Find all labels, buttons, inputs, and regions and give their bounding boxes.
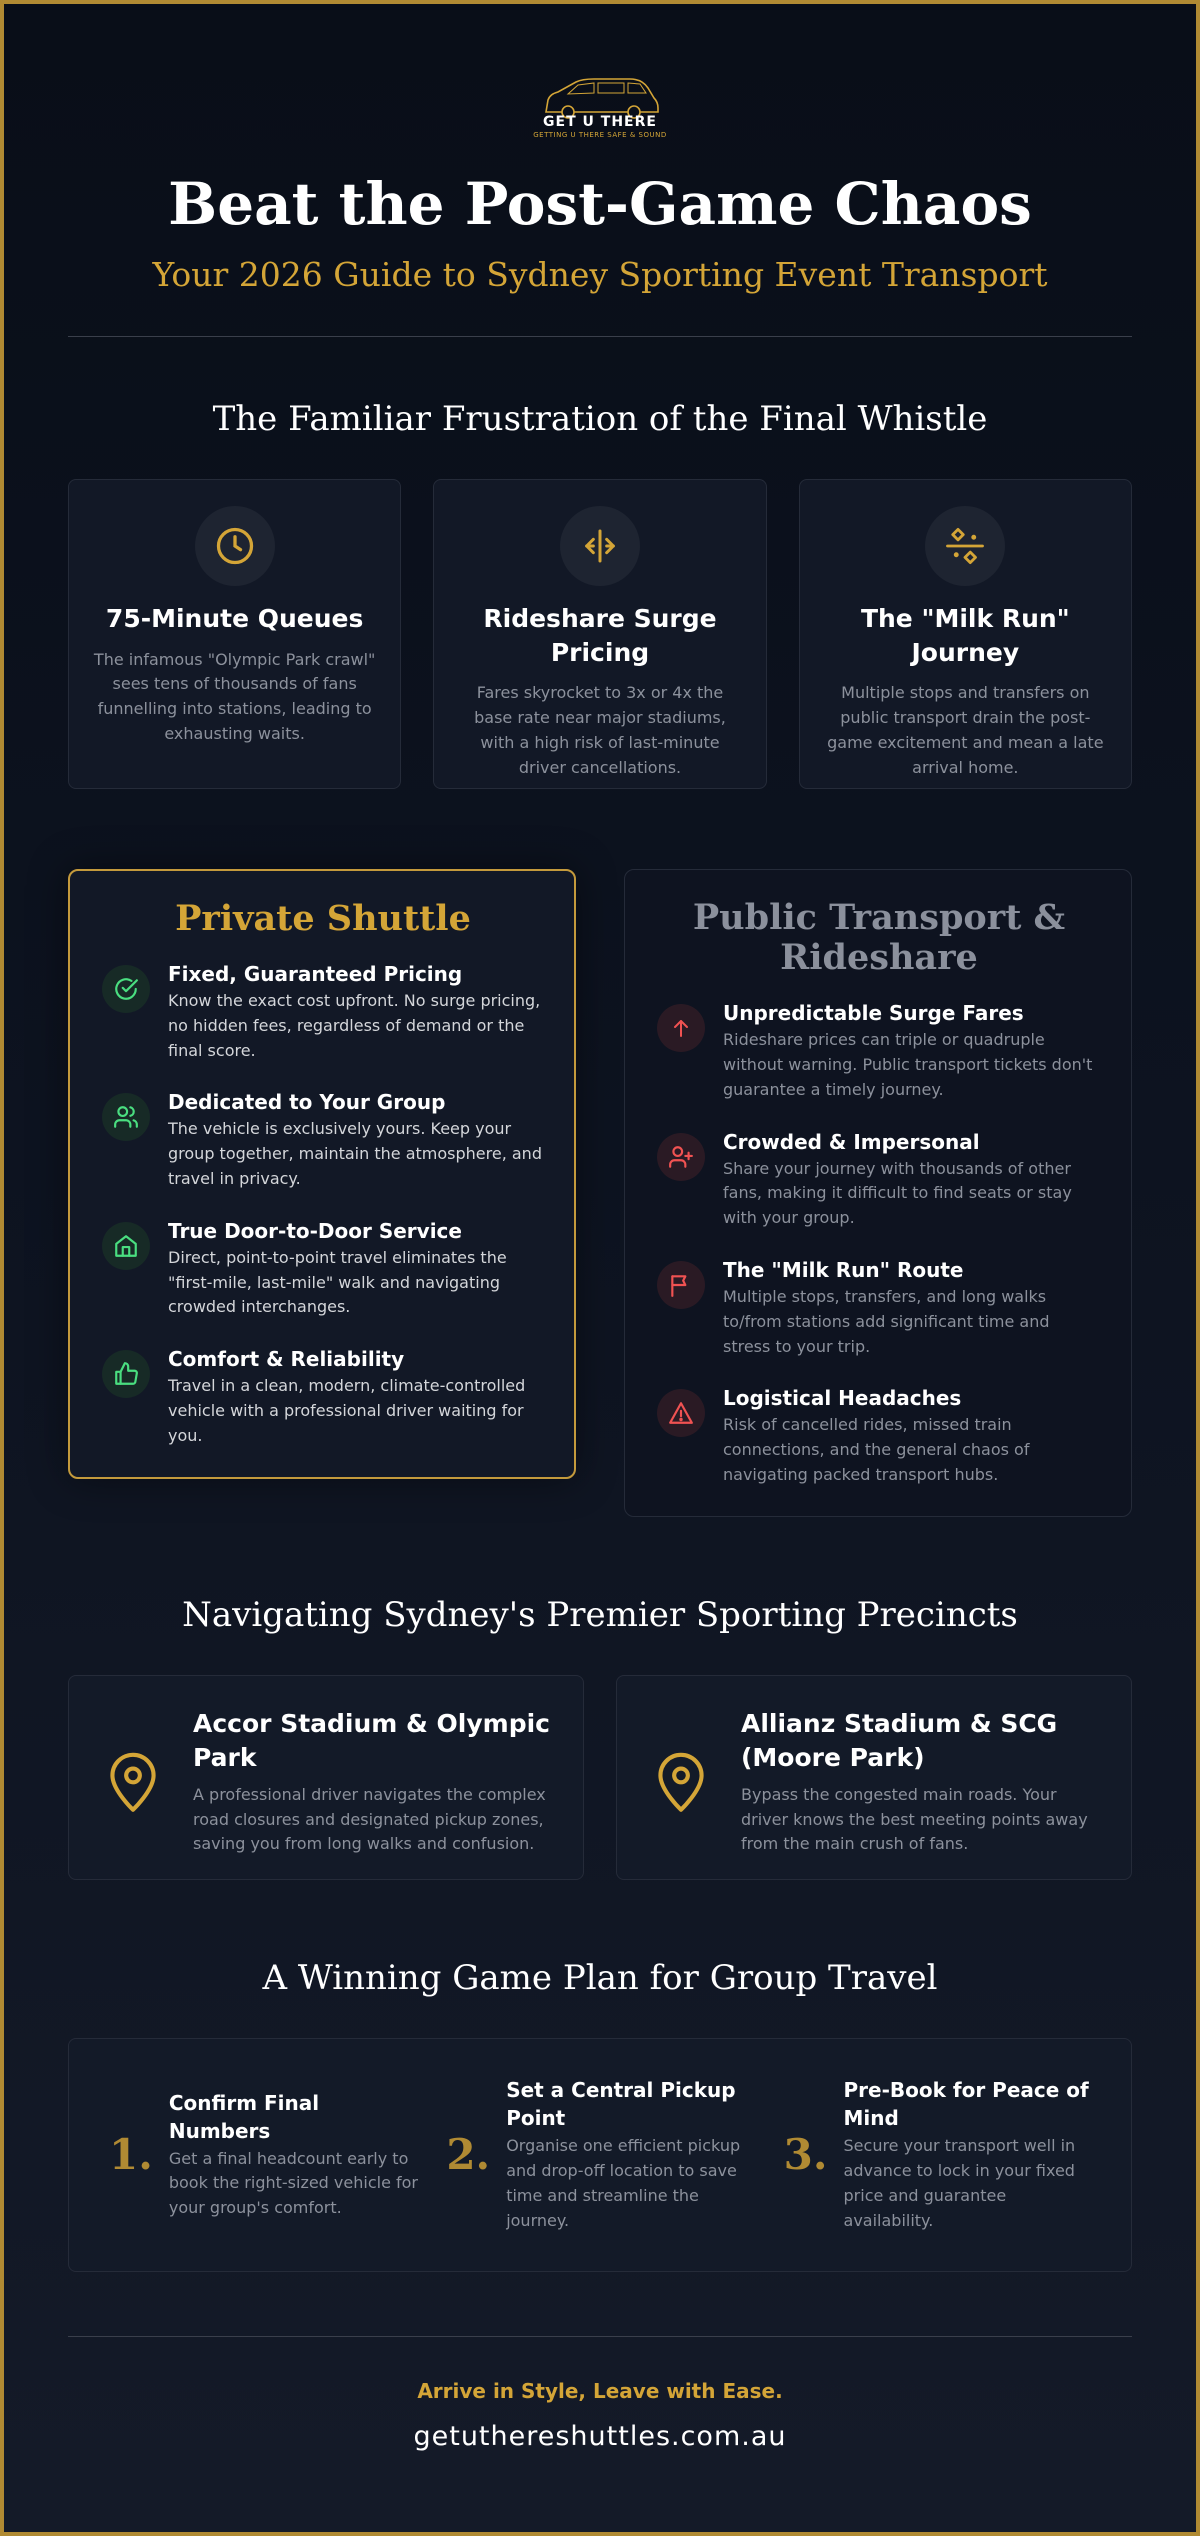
comparison-section	[68, 869, 1132, 1517]
check-circle-icon	[102, 965, 150, 1013]
frustration-section-title: The Familiar Frustration of the Final Whistle	[212, 398, 988, 439]
drawback-desc: Rideshare prices can triple or quadruple without warning. Public transport tickets don't guarantee a timely journey.	[723, 1030, 1093, 1099]
website-link[interactable]: getuthereshuttles.com.au	[413, 2420, 787, 2452]
brand-tagline: GETTING U THERE SAFE & SOUND	[533, 131, 667, 139]
header-divider	[68, 336, 1132, 337]
benefit-title: True Door-to-Door Service	[168, 1218, 462, 1243]
brand-logo	[68, 4, 1132, 139]
benefit-desc: Know the exact cost upfront. No surge pricing, no hidden fees, regardless of demand or the final score.	[168, 991, 541, 1060]
precinct-desc: A professional driver navigates the complex road closures and designated pickup zones, saving you from long walks and confusion.	[193, 1784, 546, 1854]
plan-step-3	[784, 2076, 1095, 2233]
brand-name: GET U THERE	[543, 114, 657, 130]
private-shuttle-card	[68, 869, 576, 1479]
benefit-desc: Direct, point-to-point travel eliminates the "first-mile, last-mile" walk and navigating crowded interchanges.	[168, 1247, 507, 1317]
user-plus-icon	[657, 1133, 705, 1181]
hero-subtitle: Your 2026 Guide to Sydney Sporting Event Transport	[152, 254, 1048, 294]
drawback-item	[657, 1257, 1101, 1359]
frustration-card-desc: Fares skyrocket to 3x or 4x the base rate near major stadiums, with a high risk of last-minute driver cancellations.	[474, 683, 726, 777]
precinct-desc: Bypass the congested main roads. Your driver knows the best meeting points away from the main crush of fans.	[741, 1784, 1088, 1854]
map-pin-icon	[653, 1748, 713, 1816]
drawback-title: Crowded & Impersonal	[723, 1129, 980, 1154]
clock-icon	[195, 506, 275, 586]
drawback-desc: Multiple stops, transfers, and long walks to/from stations add significant time and stress to your trip.	[723, 1287, 1050, 1356]
benefit-item	[102, 1089, 544, 1191]
benefit-item	[102, 961, 544, 1063]
drawback-item	[657, 1000, 1101, 1102]
frustration-cards	[68, 479, 1132, 789]
frustration-card-title: The "Milk Run" Journey	[860, 603, 1070, 667]
public-transport-card	[624, 869, 1132, 1517]
frustration-card-surge	[433, 479, 766, 789]
drawback-title: Logistical Headaches	[723, 1386, 962, 1411]
arrow-up-icon	[657, 1004, 705, 1052]
frustration-card-desc: Multiple stops and transfers on public transport drain the post-game excitement and mean a late arrival home.	[827, 683, 1104, 777]
step-desc: Get a final headcount early to book the right-sized vehicle for your group's comfort.	[168, 2148, 418, 2218]
plan-steps-card	[68, 2038, 1132, 2272]
step-desc: Secure your transport well in advance to lock in your fixed price and guarantee availability.	[843, 2136, 1076, 2230]
users-icon	[102, 1093, 150, 1141]
frustration-card-title: Rideshare Surge Pricing	[483, 603, 717, 667]
hero-title: Beat the Post-Game Chaos	[168, 170, 1032, 238]
surge-arrows-icon	[560, 506, 640, 586]
step-number: 1.	[109, 2130, 153, 2180]
footer	[68, 2379, 1132, 2452]
public-transport-title: Public Transport & Rideshare	[692, 896, 1066, 979]
frustration-card-title: 75-Minute Queues	[105, 603, 364, 633]
home-icon	[102, 1222, 150, 1270]
benefit-desc: The vehicle is exclusively yours. Keep your group together, maintain the atmosphere, and travel in privacy.	[168, 1119, 542, 1189]
step-number: 2.	[446, 2130, 491, 2180]
benefit-item	[102, 1218, 544, 1320]
drawback-item	[657, 1385, 1101, 1487]
thumbs-up-icon	[102, 1350, 150, 1398]
precinct-title: Allianz Stadium & SCG (Moore Park)	[741, 1709, 1058, 1773]
plan-section-title: A Winning Game Plan for Group Travel	[262, 1957, 938, 1998]
flag-icon	[657, 1261, 705, 1309]
drawback-title: Unpredictable Surge Fares	[723, 1001, 1024, 1026]
map-pin-icon	[105, 1748, 165, 1816]
precinct-card-moore-park	[616, 1675, 1132, 1880]
drawback-item	[657, 1129, 1101, 1231]
benefit-title: Comfort & Reliability	[168, 1347, 405, 1372]
footer-divider	[68, 2336, 1132, 2337]
benefit-title: Dedicated to Your Group	[168, 1090, 446, 1115]
benefit-item	[102, 1346, 544, 1448]
plan-step-1	[109, 2089, 420, 2221]
precinct-card-olympic-park	[68, 1675, 584, 1880]
frustration-card-queues	[68, 479, 401, 789]
benefit-title: Fixed, Guaranteed Pricing	[168, 962, 463, 987]
step-desc: Organise one efficient pickup and drop-off location to save time and streamline the journey.	[506, 2136, 741, 2230]
private-shuttle-title: Private Shuttle	[175, 897, 471, 939]
plan-step-2	[446, 2076, 757, 2233]
precincts-section-title: Navigating Sydney's Premier Sporting Precincts	[182, 1594, 1018, 1635]
route-icon	[925, 506, 1005, 586]
precinct-cards	[68, 1675, 1132, 1880]
frustration-card-milk-run	[799, 479, 1132, 789]
frustration-card-desc: The infamous "Olympic Park crawl" sees tens of thousands of fans funnelling into stations, leading to exhausting waits.	[93, 649, 376, 743]
step-number: 3.	[783, 2130, 828, 2180]
footer-tagline: Arrive in Style, Leave with Ease.	[417, 2378, 783, 2403]
drawback-desc: Share your journey with thousands of other fans, making it difficult to find seats or stay with your group.	[723, 1158, 1072, 1228]
drawback-desc: Risk of cancelled rides, missed train connections, and the general chaos of navigating packed transport hubs.	[723, 1415, 1030, 1485]
step-title: Set a Central Pickup Point	[506, 2078, 736, 2131]
drawback-title: The "Milk Run" Route	[723, 1258, 964, 1283]
step-title: Confirm Final Numbers	[168, 2090, 320, 2143]
precinct-title: Accor Stadium & Olympic Park	[193, 1709, 550, 1773]
benefit-desc: Travel in a clean, modern, climate-controlled vehicle with a professional driver waiting for you.	[168, 1376, 526, 1445]
step-title: Pre-Book for Peace of Mind	[843, 2078, 1089, 2131]
warning-triangle-icon	[657, 1389, 705, 1437]
